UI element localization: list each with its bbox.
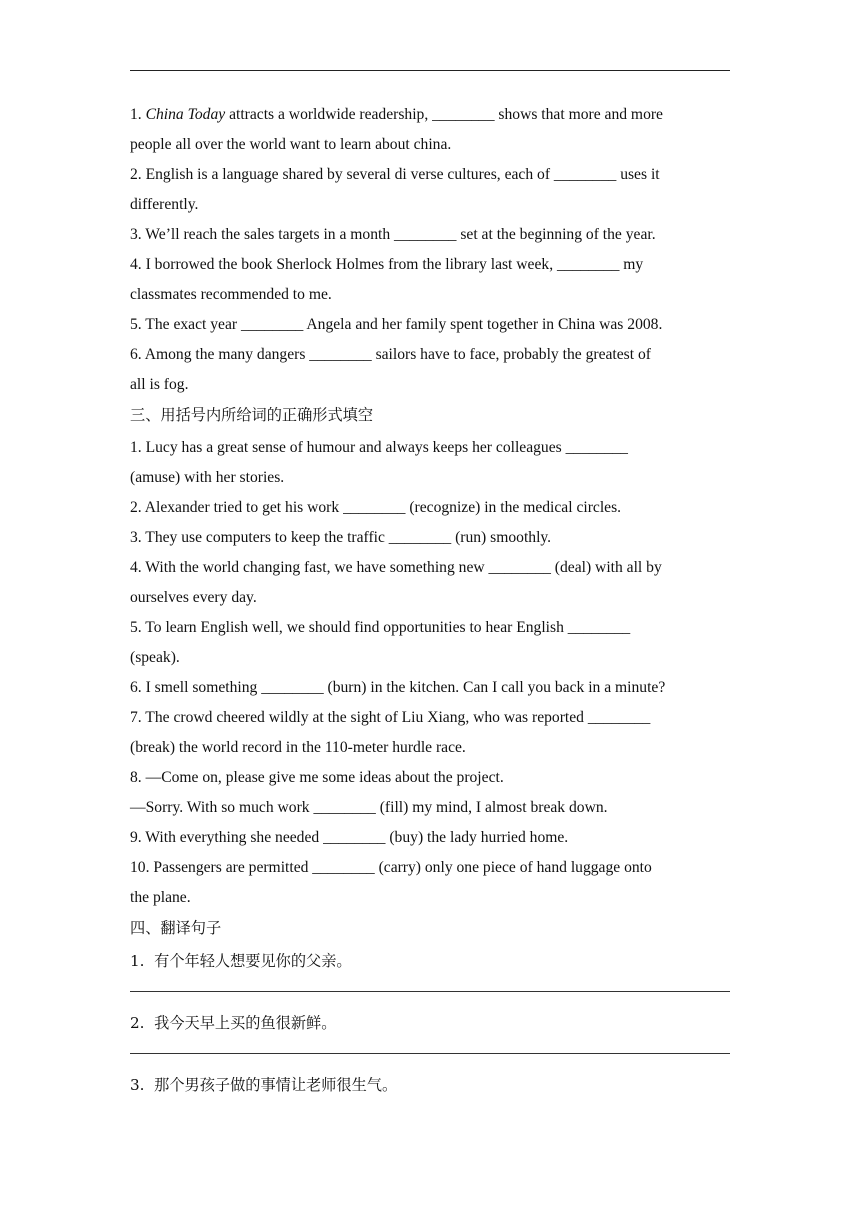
question-line: ourselves every day. [130,589,257,606]
question-line: 4. With the world changing fast, we have something new ________ (deal) with all by [130,559,662,576]
question-line: 1. China Today attracts a worldwide readership, ________ shows that more and more [130,106,663,123]
question-line: 8. —Come on, please give me some ideas about the project. [130,769,504,786]
question-line: (break) the world record in the 110-meter hurdle race. [130,739,466,756]
translation-prompt: 3. 那个男孩子做的事情让老师很生气。 [130,1076,398,1094]
question-line: people all over the world want to learn about china. [130,136,452,153]
question-line: 9. With everything she needed ________ (buy) the lady hurried home. [130,829,569,846]
section4-questions [130,946,730,1100]
section3-questions [130,433,730,913]
section4-heading: 四、翻译句子 [130,919,222,937]
translation-prompt: 1. 有个年轻人想要见你的父亲。 [130,952,352,970]
question-line: classmates recommended to me. [130,286,332,303]
question-line: 6. Among the many dangers ________ sailors have to face, probably the greatest of [130,346,651,363]
answer-line [130,991,730,992]
answer-line [130,1053,730,1054]
header-rule [130,70,730,71]
question-line: —Sorry. With so much work ________ (fill) my mind, I almost break down. [130,799,608,816]
question-line: 3. We’ll reach the sales targets in a month ________ set at the beginning of the year. [130,226,656,243]
question-line: 5. To learn English well, we should find opportunities to hear English ________ [130,619,631,636]
question-line: 10. Passengers are permitted ________ (carry) only one piece of hand luggage onto [130,859,652,876]
question-line: 5. The exact year ________ Angela and her family spent together in China was 2008. [130,316,663,333]
worksheet-content [130,100,730,1100]
question-line: (amuse) with her stories. [130,469,285,486]
question-line: 1. Lucy has a great sense of humour and always keeps her colleagues ________ [130,439,628,456]
translation-prompt: 2. 我今天早上买的鱼很新鲜。 [130,1014,337,1032]
question-line: 2. Alexander tried to get his work ________ (recognize) in the medical circles. [130,499,622,516]
question-line: differently. [130,196,199,213]
question-line: 3. They use computers to keep the traffic ________ (run) smoothly. [130,529,552,546]
question-line: 7. The crowd cheered wildly at the sight of Liu Xiang, who was reported ________ [130,709,651,726]
question-line: the plane. [130,889,191,906]
section2-questions [130,100,730,400]
section3-heading: 三、用括号内所给词的正确形式填空 [130,406,373,424]
question-line: (speak). [130,649,180,666]
question-line: all is fog. [130,376,189,393]
question-line: 6. I smell something ________ (burn) in the kitchen. Can I call you back in a minute? [130,679,666,696]
question-line: 2. English is a language shared by several di verse cultures, each of ________ uses it [130,166,660,183]
magazine-title: China Today [145,106,226,123]
question-line: 4. I borrowed the book Sherlock Holmes from the library last week, ________ my [130,256,644,273]
